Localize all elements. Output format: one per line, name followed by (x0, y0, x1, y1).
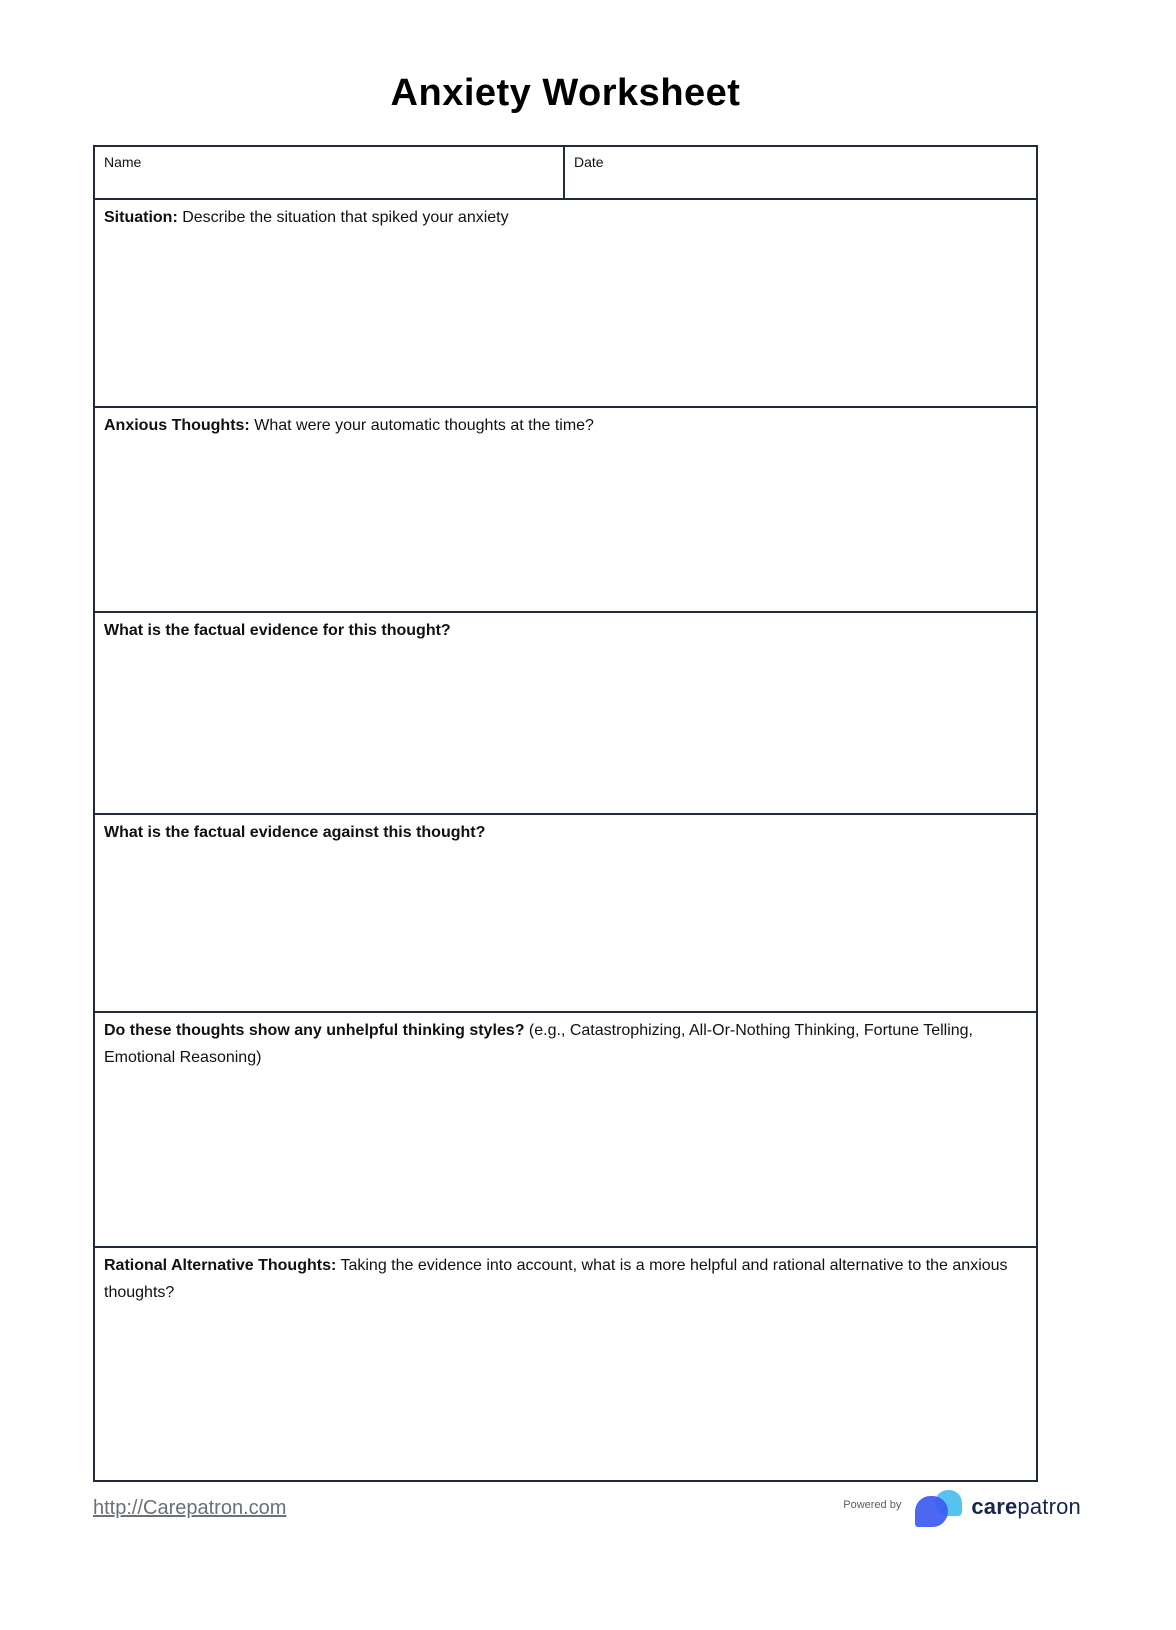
carepatron-link[interactable]: http://Carepatron.com (93, 1497, 287, 1519)
section-situation-prompt (95, 200, 1036, 231)
section-anxious-thoughts-input-area[interactable] (95, 439, 1036, 611)
section-situation-description: Describe the situation that spiked your anxiety (182, 209, 509, 226)
name-date-row (95, 147, 1036, 200)
section-anxious-thoughts-heading: Anxious Thoughts: (104, 417, 250, 434)
worksheet-table (93, 145, 1038, 1482)
section-rational-alternative-description: Taking the evidence into account, what is a more helpful and rational alternative to the anxious thoughts? (104, 1257, 1008, 1301)
section-evidence-against-input-area[interactable] (95, 846, 1036, 1011)
carepatron-wordmark-care: care (971, 1493, 1018, 1519)
powered-by-label: Powered by (843, 1498, 902, 1511)
section-rational-alternative-input-area[interactable] (95, 1306, 1036, 1480)
date-field[interactable] (565, 147, 1036, 198)
name-field[interactable] (95, 147, 565, 198)
section-evidence-against (95, 815, 1036, 1013)
section-rational-alternative-heading: Rational Alternative Thoughts: (104, 1257, 337, 1274)
section-anxious-thoughts (95, 408, 1036, 613)
page-footer (93, 1490, 1081, 1527)
page-title: Anxiety Worksheet (390, 72, 741, 114)
section-unhelpful-styles-description: (e.g., Catastrophizing, All-Or-Nothing Thinking, Fortune Telling, Emotional Reasoning) (104, 1022, 973, 1066)
section-evidence-against-heading: What is the factual evidence against this thought? (104, 824, 486, 841)
section-rational-alternative (95, 1248, 1036, 1480)
carepatron-wordmark (971, 1494, 1081, 1520)
section-unhelpful-styles-heading: Do these thoughts show any unhelpful thinking styles? (104, 1022, 525, 1039)
carepatron-wordmark-patron: patron (1017, 1493, 1081, 1519)
dark-bubble-icon (915, 1496, 948, 1527)
section-rational-alternative-prompt (95, 1248, 1036, 1306)
carepatron-bubbles-icon (915, 1490, 964, 1527)
section-unhelpful-styles-prompt (95, 1013, 1036, 1071)
section-evidence-for-heading: What is the factual evidence for this thought? (104, 622, 451, 639)
section-evidence-against-prompt (95, 815, 1036, 846)
section-evidence-for (95, 613, 1036, 815)
date-label: Date (574, 154, 604, 170)
section-unhelpful-styles-input-area[interactable] (95, 1071, 1036, 1246)
section-unhelpful-styles (95, 1013, 1036, 1248)
section-situation-input-area[interactable] (95, 231, 1036, 406)
section-situation (95, 200, 1036, 408)
section-anxious-thoughts-prompt (95, 408, 1036, 439)
section-situation-heading: Situation: (104, 209, 178, 226)
carepatron-logo (843, 1490, 1081, 1527)
section-evidence-for-input-area[interactable] (95, 644, 1036, 813)
section-anxious-thoughts-description: What were your automatic thoughts at the time? (254, 417, 594, 434)
section-evidence-for-prompt (95, 613, 1036, 644)
name-label: Name (104, 154, 142, 170)
